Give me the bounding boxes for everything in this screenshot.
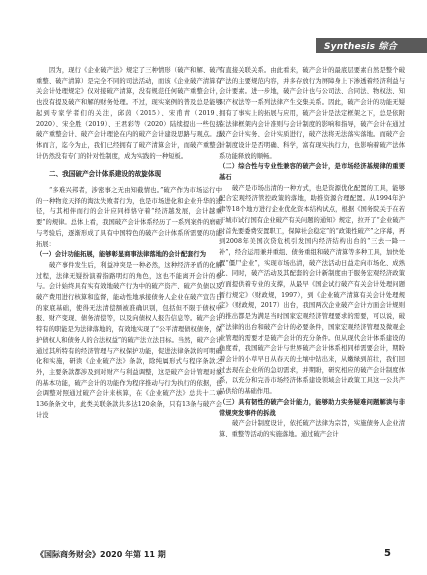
right-column — [219, 66, 405, 441]
section-banner — [316, 38, 427, 53]
subsection-heading: （二）综合性与专业性兼容的破产会计，是市场经济基规律的重要基石 — [219, 163, 405, 182]
paragraph: 破产会计制度设计，依托破产法律为宗旨，实施债务人企业清算、重整等活动的实施落地。通过破产会计 — [219, 420, 405, 438]
section-heading: 二、我国破产会计体系建设的故旋体现 — [49, 170, 162, 179]
subsection-heading: （一）会计功能拓展，能够彰显商事法律落地的会计配套行为 — [36, 251, 207, 259]
page-number: 5 — [384, 548, 391, 559]
left-column — [36, 66, 222, 422]
paragraph: 破产事件发生后，利益冲突是一种必然，这种经济矛盾的化解过程，法律无疑扮演着指路明灯的角色，这也不能离开会计的参与。会计始终具有实有效地破产行为中的破产资产、破产负债以及破产费用进行核算和监督，能动性地承接债务人企业在破产宣告日的家底基础，使得无法清偿额被准确识别，包括但不限于债权申报、财产变现、债务清偿等，以及向债权人报告信息等。破产会计特有的职能是为法律落地的，有效地实现了“公平清理债权债务，保护债权人和债务人的合法权益”的破产法立法目标。当然，破产会计通过其所特有的经济管理与产权保护功能，促进法律条款的可明确化和实施，研读《企业破产法》条款，除纯属形式与程序条款之外，主要条款都涉及到对财产与利益调整，这是破产会计管理对象的基本功能，破产会计的功能作为程序推动与行为执行的依据，也会调整对照通过破产会计来核算，在《企业破产法》总共十二章136条条文中，此类关联条款共多达120余条，只有13条与破产会计没 — [36, 261, 222, 419]
paragraph: 因为，现行《企业破产法》规定了三种情形（破产和解、破产重整、破产清算）是完全不同的司法活动，而该《企业破产清算有关会计处理规定》仅对接破产清算，没有规范任何破产重整会计，也没有提及破产和解的财务处理。不过，现实案例的普及总是能够起到专家学者们的关注，邱茵（2015）、宋甫青（2019、2020）、宋全胜（2019）、王君彩等（2020）陆续提出一些包括破产重整会计、破产会计理论在内的破产会计建设思路与观点。总体而言，迄今为止，我们已经拥有了破产清算会计，而破产重整会计仍然没有专门的针对性制度，成为实践的一种短板。 — [36, 67, 222, 160]
section-label: Synthesis 综合 — [324, 42, 397, 52]
subsection-heading: （三）具有韧性的破产会计能力，能够助力实务疑难问题解读与非常规突发事件的拆战 — [219, 398, 405, 417]
paragraph: “多难兴邦者，涉密事之无由知截情也。”破产作为市场运行中的一种物竞天择的淘汰失败者行为，也是市场进化和企业升华的途径，与其相伴而行的会计应同样恪守着“经济越发展，会计越重要”的规律。总体上看，我国破产会计体系经历了一系列案件的磨砺与考验后，逐渐形成了具有中国特色的破产会计体系所需要的功能拓展： — [36, 187, 222, 248]
page-header — [0, 0, 427, 52]
page-footer — [36, 549, 391, 561]
paragraph: 破产是市场出清的一种方式，也是资源优化配置的工具，能够配合宏观经济管控政策的落地，助推资源合理配置。从1994年沪津等18个地方进行企业优化资本结构试点，根据《国务院关于在若干城市试行国有企业破产有关问题的通知》规定，拉开了“企业破产时首先要委费安置职工，保障社会稳定”的“政策性破产”之序幕，再到2008年美国次贷危机引发国内经济结构出台的“三去一降一补”，经合运用兼并重组、债务重组和破产清算等多种工具，加快处置“僵尸企业”，实现市场出清，破产法活动日益走向市场化、成熟化、同时，破产活动及其配套的会计新制度由于服务宏观经济政策方面提供着专业的支撑，从最早《国企试行破产有关会计处理问题暂行规定》（财政规，1997），到《企业破产清算有关会计处理规定》（财政规，2017）出台，我国两次企业破产会计方面会计规则的推出都是为满足当时国家宏观经济管理要求的需要，可以说，破产法律的出台和破产会计的必要条件，国家宏观经济管理及微观企业管理的需要才是破产会计的充分条件。但从现代会计体系建设的角度看，我国破产会计与世界破产会计体系相同样需要会计，期盼着会计的小草早日从春天的土壤中钻出来，从嫩绿到茁壮，我们回过去现在企业所的急切需求，并期盼，研究相应的破产会计制度体系，以充分和完善市场经济体系建设领域会计政策工具这一公共产品供给的基础作用。 — [219, 184, 405, 396]
paragraph: 有直接关联关系。由此看来，破产会计的最底层要素自然是整个破产法的主要规范内容，并多存放行为屏障身上下渗透着经济利益与会计要素。进一步地，破产会计也与公司法、合同法、物权法、知识产权法等一系列法律产生交集关系。因此，破产会计的功能无疑拥有了事实上的拓展与应用，破产会计是法定框架之下，总是依附在法律框架内会计准则与会计制度的影响和指导，破产会计在通过破产会计实务、会计实质进行，破产法将无法落实落地。而破产会计制度设计是否明确、科学，富有现实执行力，也影响着破产法体系功能释放的顺畅。 — [219, 67, 405, 160]
journal-name: 《国际商务财会》2020 年第 11 期 — [36, 550, 166, 559]
